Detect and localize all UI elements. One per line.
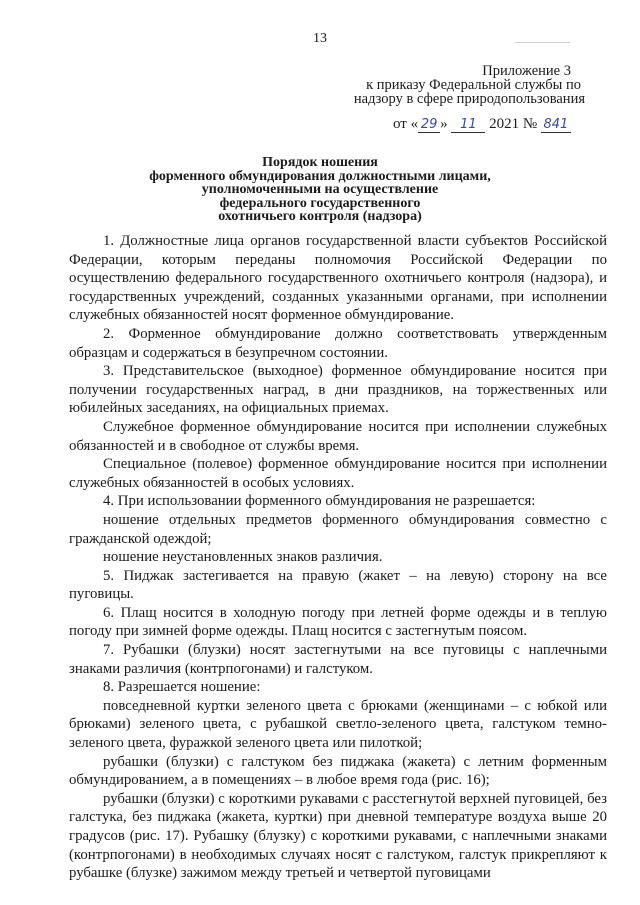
paragraph-8: 8. Разрешается ношение: [103, 679, 261, 696]
title-line-1: Порядок ношения [262, 155, 378, 170]
appendix-order-ref: к приказу Федеральной службы по [366, 77, 581, 93]
paragraph-2: 2. Форменное обмундирование должно соответствовать утвержденным образцам и содержаться в безупречном состоянии. [69, 325, 607, 361]
paragraph-1: 1. Должностные лица органов государственной власти субъектов Российской Федерации, которым переданы полномочия Российской Федерации по осуществлению федерального государственного охотничьего контроля (надзора), и государственных учреждений, созданных указанными органами, при исполнении служебных обязанностей носят форменное обмундирование. [69, 233, 607, 324]
order-date-line [393, 116, 571, 133]
paragraph-7: 7. Рубашки (блузки) носят застегнутыми на все пуговицы с наплечными знаками различия (контрпогонами) и галстуком. [69, 642, 607, 677]
date-month-handwritten: 11 [451, 117, 485, 133]
appendix-title: Приложение 3 [482, 63, 571, 79]
paragraph-4-item-2: ношение неустановленных знаков различия. [103, 549, 383, 566]
scan-mark [515, 42, 570, 44]
paragraph-3-service: Служебное форменное обмундирование носится при исполнении служебных обязанностей и в свободное от службы время. [69, 418, 607, 454]
paragraph-8-item-2: рубашки (блузки) с галстуком без пиджака (жакета) с летним форменным обмундированием, а в помещениях – в любое время года (рис. 16); [69, 753, 607, 789]
date-day-handwritten: 29 [418, 117, 440, 133]
order-number-handwritten: 841 [541, 117, 571, 133]
paragraph-3: 3. Представительское (выходное) форменное обмундирование носится при получении государственных наград, в дни праздников, на торжественных или юбилейных заседаниях, на официальных приемах. [69, 363, 607, 417]
title-line-3: уполномоченными на осуществление [201, 182, 439, 197]
paragraph-8-item-3: рубашки (блузки) с короткими рукавами с расстегнутой верхней пуговицей, без галстука, без пиджака (жакета, куртки) при дневной температуре воздуха выше 20 градусов (рис. 17). Рубашку (блузку) с короткими рукавами, с наплечными знаками (контрпогонами) в необходимых случаях носят с галстуком, галстук прикрепляют к рубашке (блузке) зажимом между третьей и четвертой пуговицами [69, 790, 607, 882]
document-title [0, 156, 640, 224]
appendix-header [0, 64, 585, 106]
paragraph-3-special: Специальное (полевое) форменное обмундирование носится при исполнении служебных обязанностей в особых условиях. [69, 456, 607, 491]
paragraph-6: 6. Плащ носится в холодную погоду при летней форме одежды и в теплую погоду при зимней форме одежды. Плащ носится с застегнутым поясом. [69, 604, 607, 640]
paragraph-4: 4. При использовании форменного обмундирования не разрешается: [103, 493, 536, 510]
date-quote-close: » [440, 116, 448, 132]
title-line-4: федерального государственного [219, 195, 421, 211]
paragraph-4-item-1: ношение отдельных предметов форменного обмундирования совместно с гражданской одеждой; [69, 511, 607, 547]
document-body [69, 232, 607, 883]
title-line-5: охотничьего контроля (надзора) [218, 209, 422, 224]
paragraph-8-item-1: повседневной куртки зеленого цвета с брюками (женщинами – с юбкой или брюками) зеленого цвета, с рубашкой светло-зеленого цвета, галстуком темно-зеленого цвета, фуражкой зеленого цвета или пилоткой; [69, 697, 607, 752]
paragraph-5: 5. Пиджак застегивается на правую (жакет – на левую) сторону на все пуговицы. [69, 567, 607, 603]
page-number: 13 [313, 31, 327, 46]
appendix-agency: надзору в сфере природопользования [353, 91, 585, 107]
date-prefix: от « [393, 116, 419, 132]
date-year: 2021 № [489, 116, 538, 132]
title-line-2: форменного обмундирования должностными лицами, [149, 168, 491, 184]
